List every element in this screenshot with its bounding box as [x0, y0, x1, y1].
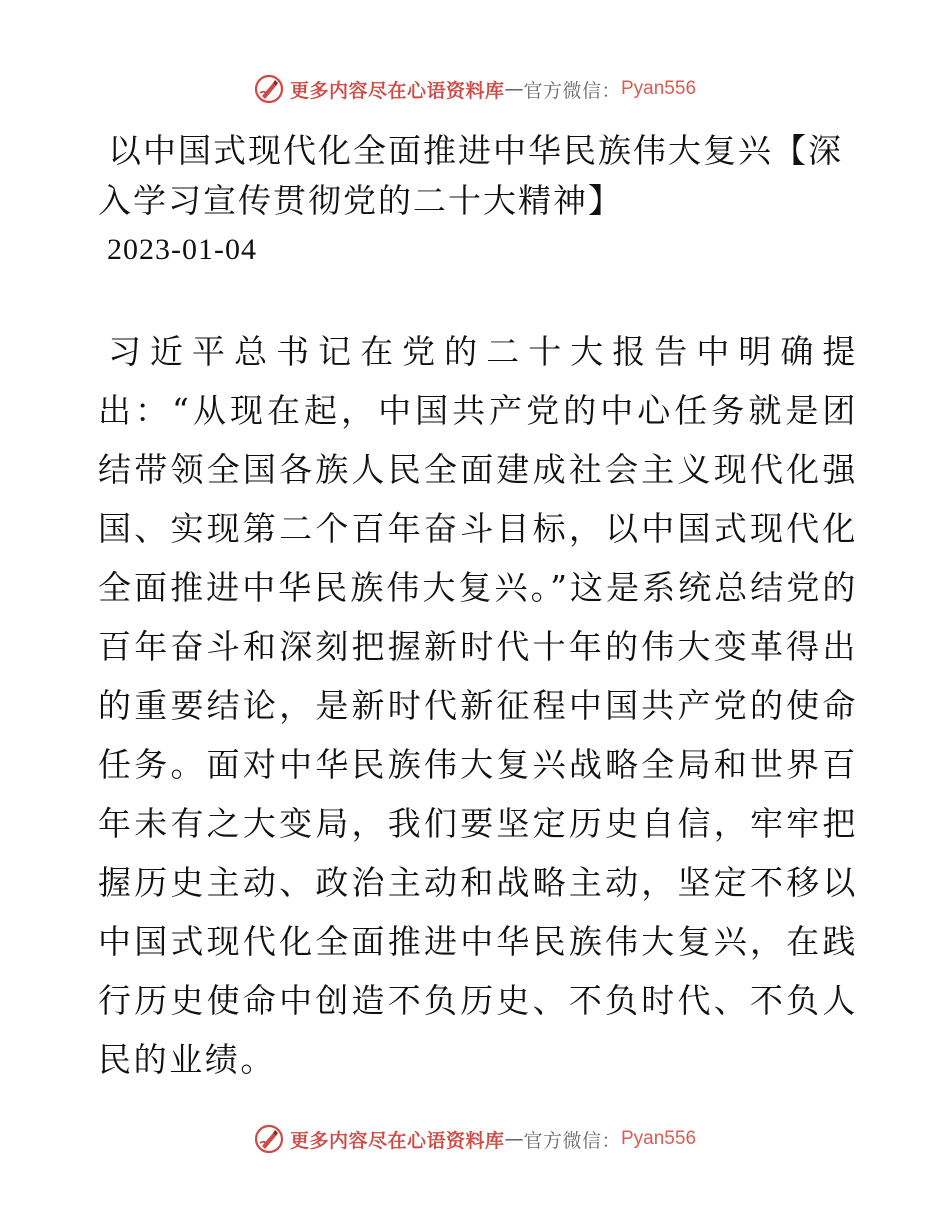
watermark-site-text: 更多内容尽在心语资料库 — [289, 79, 505, 102]
watermark-dash: — — [504, 78, 524, 100]
watermark-wechat-label: 官方微信： — [523, 1129, 621, 1152]
header-watermark — [0, 72, 950, 106]
pen-logo-icon — [254, 1124, 284, 1154]
article-title: 以中国式现代化全面推进中华民族伟大复兴【深入学习宣传贯彻党的二十大精神】 — [98, 131, 843, 220]
footer-watermark — [0, 1122, 950, 1156]
watermark-dash: — — [504, 1128, 524, 1150]
article-paragraph: 习近平总书记在党的二十大报告中明确提出：“从现在起，中国共产党的中心任务就是团结带领全国各族人民全面建成社会主义现代化强国、实现第二个百年奋斗目标，以中国式现代化全面推进中华民族伟大复兴。”这是系统总结党的百年奋斗和深刻把握新时代十年的伟大变革得出的重要结论，是新时代新征程中国共产党的使命任务。面对中华民族伟大复兴战略全局和世界百年未有之大变局，我们要坚定历史自信，牢牢把握历史主动、政治主动和战略主动，坚定不移以中国式现代化全面推进中华民族伟大复兴，在践行历史使命中创造不负历史、不负时代、不负人民的业绩。 — [98, 332, 858, 1079]
watermark-wechat-id: Pyan556 — [621, 78, 697, 99]
article-date: 2023-01-04 — [107, 233, 257, 266]
pen-logo-icon — [254, 74, 284, 104]
watermark-wechat-label: 官方微信： — [523, 79, 621, 102]
watermark-wechat-id: Pyan556 — [621, 1128, 697, 1149]
watermark-site-text: 更多内容尽在心语资料库 — [289, 1129, 505, 1152]
